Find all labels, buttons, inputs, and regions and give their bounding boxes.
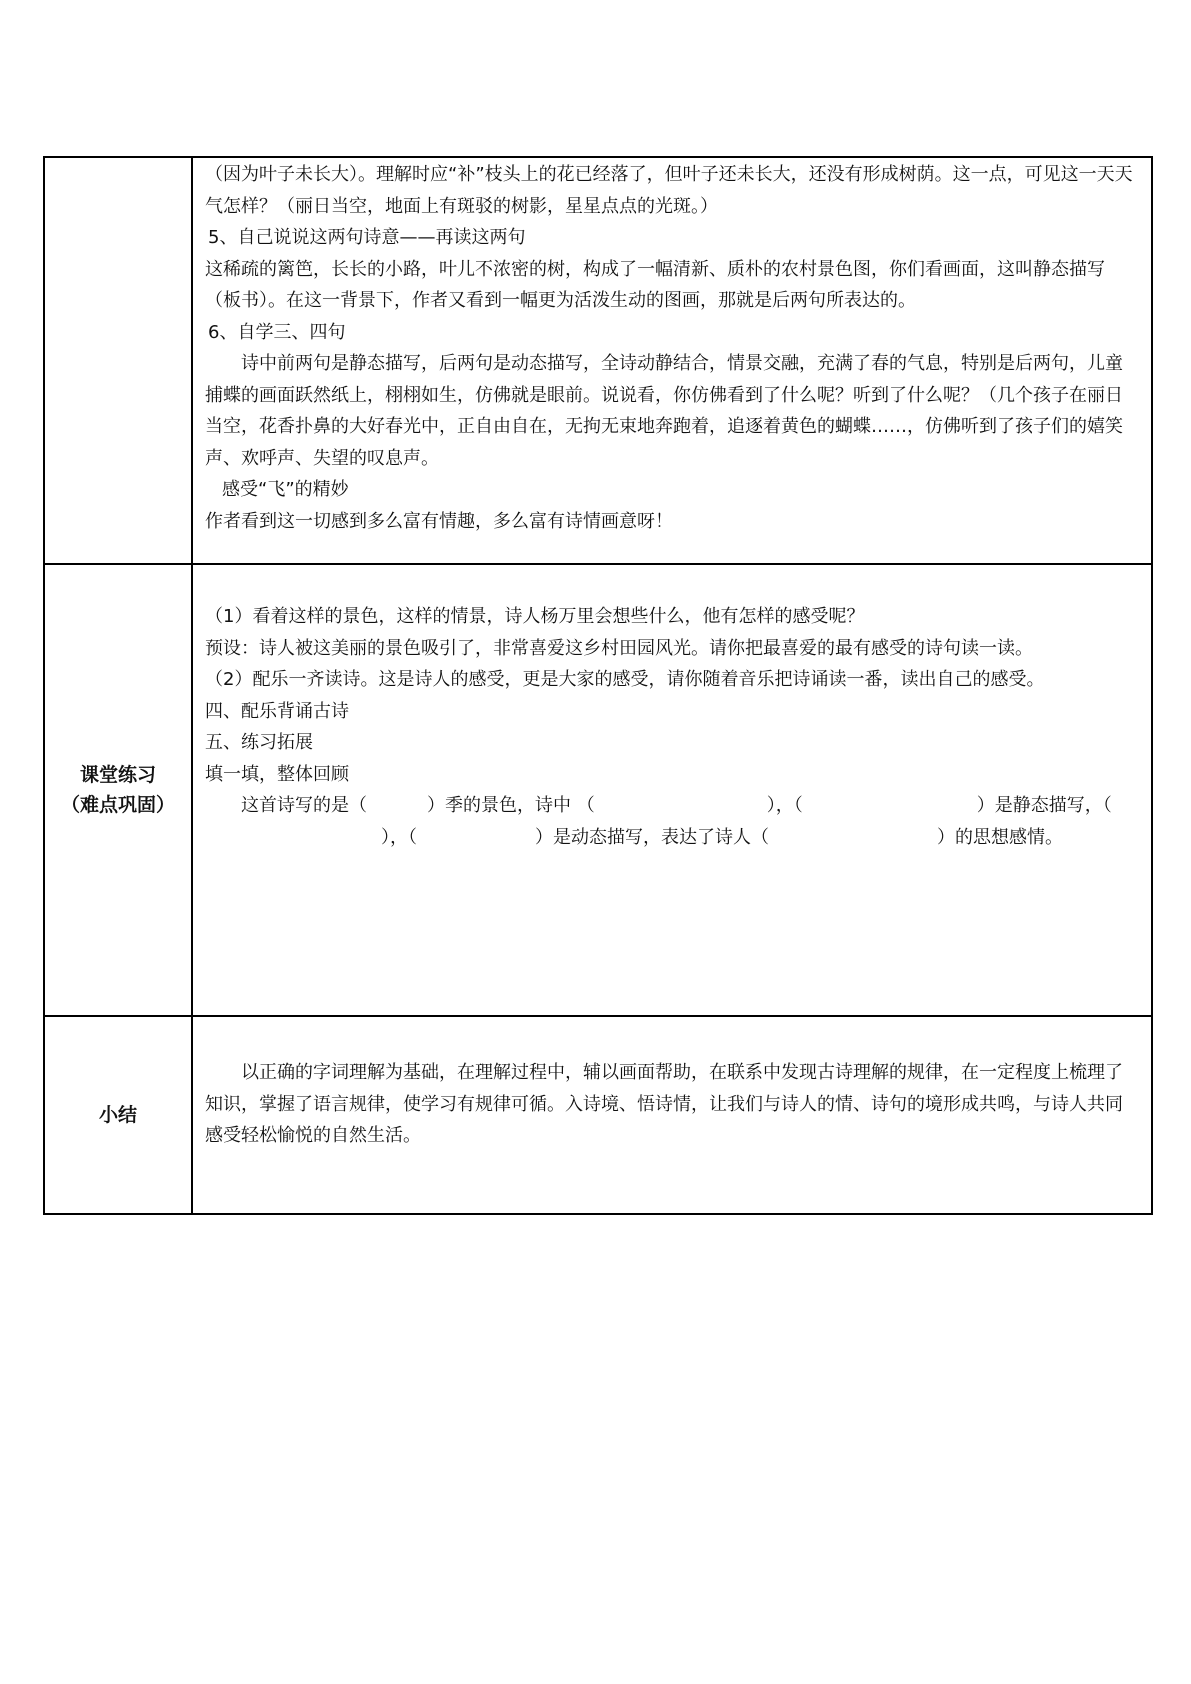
paragraph: （1）看着这样的景色，这样的情景，诗人杨万里会想些什么，他有怎样的感受呢？ — [205, 606, 865, 627]
row-content-cell — [192, 564, 1152, 1016]
row-content-cell — [192, 157, 1152, 564]
fill-text: ）是静态描写，（ — [976, 795, 1112, 816]
row-label-cell — [44, 157, 192, 564]
lesson-plan-table — [43, 156, 1153, 1215]
paragraph: （2）配乐一齐读诗。这是诗人的感受，更是大家的感受，请你随着音乐把诗诵读一番，读出自己的感受。 — [205, 669, 1045, 690]
paragraph: （因为叶子未长大）。理解时应“补”枝头上的花已经落了，但叶子还未长大，还没有形成树荫。这一点，可见这一天天气怎样？（丽日当空，地面上有斑驳的树影，星星点点的光斑。） — [205, 164, 1133, 217]
row-content-cell — [192, 1016, 1152, 1214]
table-row-summary — [44, 1016, 1152, 1214]
fill-text: ）是动态描写，表达了诗人（ — [535, 826, 769, 848]
paragraph: 诗中前两句是静态描写，后两句是动态描写，全诗动静结合，情景交融，充满了春的气息，特别是后两句，儿童捕蝶的画面跃然纸上，栩栩如生，仿佛就是眼前。说说看，你仿佛看到了什么呢？听到了什么呢？（几个孩子在丽日当空，花香扑鼻的大好春光中，正自由自在，无拘无束地奔跑着，追逐着黄色的蝴蝶……，仿佛听到了孩子们的嬉笑声、欢呼声、失望的叹息声。 — [205, 353, 1123, 469]
fill-text: ），（ — [766, 795, 803, 816]
row-label-line1: 课堂练习 — [79, 764, 156, 786]
fill-text: ），（ — [381, 826, 417, 848]
fill-text: ）的思想感情。 — [937, 826, 1063, 848]
row-label-line2: （难点巩固） — [60, 794, 175, 816]
table-row-teaching-process — [44, 157, 1152, 564]
fill-text: ）季的景色，诗中 （ — [427, 795, 595, 816]
paragraph: 预设：诗人被这美丽的景色吸引了，非常喜爱这乡村田园风光。请你把最喜爱的最有感受的诗句读一读。 — [205, 637, 1033, 659]
fill-in-exercise — [205, 790, 1135, 853]
row-label-cell — [44, 1016, 192, 1214]
paragraph: 以正确的字词理解为基础，在理解过程中，辅以画面帮助，在联系中发现古诗理解的规律，在一定程度上梳理了知识，掌握了语言规律，使学习有规律可循。入诗境、悟诗情，让我们与诗人的情、诗句的境形成共鸣，与诗人共同感受轻松愉悦的自然生活。 — [205, 1062, 1123, 1146]
paragraph: 这稀疏的篱笆，长长的小路，叶儿不浓密的树，构成了一幅清新、质朴的农村景色图，你们看画面，这叫静态描写（板书）。在这一背景下，作者又看到一幅更为活泼生动的图画，那就是后两句所表达的。 — [205, 258, 1105, 311]
fill-text: 这首诗写的是（ — [241, 795, 367, 816]
section-heading: 四、配乐背诵古诗 — [205, 700, 349, 722]
row-label-cell — [44, 564, 192, 1016]
section-heading: 五、练习拓展 — [205, 732, 313, 753]
paragraph: 作者看到这一切感到多么富有情趣，多么富有诗情画意呀！ — [205, 510, 673, 532]
table-row-class-practice — [44, 564, 1152, 1016]
step-heading: 6、自学三、四句 — [208, 321, 346, 343]
paragraph: 填一填，整体回顾 — [205, 763, 349, 785]
sub-heading: 感受“飞”的精妙 — [222, 479, 349, 500]
row-label-line1: 小结 — [98, 1104, 137, 1126]
step-heading: 5、自己说说这两句诗意——再读这两句 — [208, 227, 526, 248]
